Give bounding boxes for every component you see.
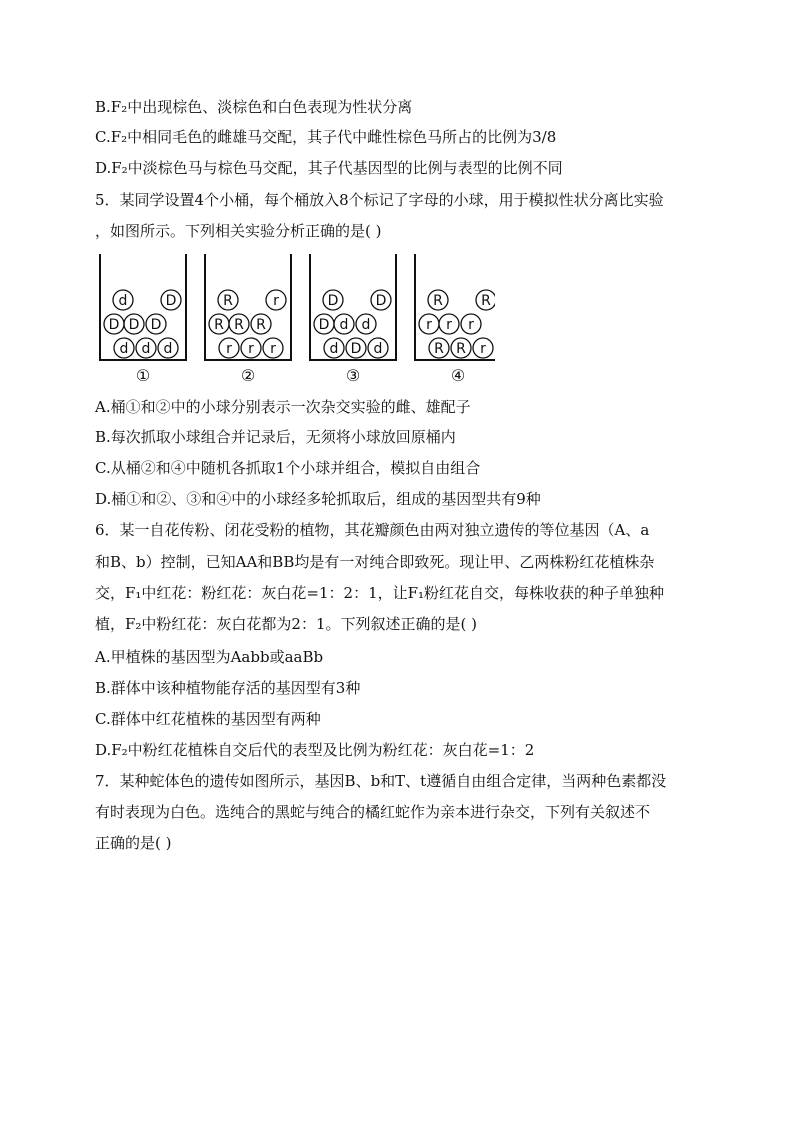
svg-text:r: r: [426, 317, 432, 333]
ball: [429, 338, 449, 358]
ball: [158, 338, 178, 358]
ball: [451, 338, 471, 358]
ball: [419, 314, 439, 334]
svg-text:d: d: [118, 293, 128, 309]
svg-text:d: d: [163, 341, 173, 357]
svg-text:R: R: [234, 317, 244, 333]
question-6-stem-line3: 交，F₁中红花：粉红花：灰白花=1：2：1，让F₁粉红花自交，每株收获的种子单独种: [95, 584, 665, 602]
ball: [368, 338, 388, 358]
question-7-stem-line3: 正确的是( ): [95, 834, 172, 852]
buckets-figure: [95, 252, 495, 387]
svg-text:R: R: [456, 341, 466, 357]
svg-text:D: D: [327, 293, 339, 309]
option-b-q4: B.F₂中出现棕色、淡棕色和白色表现为性状分离: [95, 98, 413, 116]
svg-text:r: r: [480, 341, 486, 357]
option-a-q6: A.甲植株的基因型为Aabb或aaBb: [95, 648, 324, 666]
svg-text:R: R: [256, 317, 266, 333]
ball: [428, 290, 448, 310]
bucket-label: ③: [345, 366, 361, 385]
ball: [356, 314, 376, 334]
question-6-stem-line4: 植，F₂中粉红花：灰白花都为2：1。下列叙述正确的是( ): [95, 615, 477, 633]
ball: [439, 314, 459, 334]
bucket-3: [310, 254, 396, 385]
svg-text:d: d: [329, 341, 339, 357]
svg-text:d: d: [339, 317, 349, 333]
ball: [334, 314, 354, 334]
question-7-stem-line1: 7．某种蛇体色的遗传如图所示，基因B、b和T、t遵循自由组合定律，当两种色素都没: [95, 772, 667, 790]
ball: [266, 290, 286, 310]
option-c-q6: C.群体中红花植株的基因型有两种: [95, 710, 321, 728]
ball: [371, 290, 391, 310]
option-c-q5: C.从桶②和④中随机各抓取1个小球并组合，模拟自由组合: [95, 459, 481, 477]
bucket-1: [100, 254, 186, 385]
option-c-q4: C.F₂中相同毛色的雌雄马交配，其子代中雌性棕色马所占的比例为3/8: [95, 128, 557, 146]
svg-text:R: R: [481, 293, 491, 309]
ball: [263, 338, 283, 358]
bucket-label: ④: [450, 366, 466, 385]
option-b-q6: B.群体中该种植物能存活的基因型有3种: [95, 679, 361, 697]
ball: [146, 314, 166, 334]
ball: [241, 338, 261, 358]
ball: [323, 290, 343, 310]
ball: [124, 314, 144, 334]
svg-text:D: D: [318, 317, 330, 333]
svg-text:r: r: [273, 293, 279, 309]
svg-text:D: D: [150, 317, 162, 333]
ball: [218, 290, 238, 310]
option-d-q6: D.F₂中粉红花植株自交后代的表型及比例为粉红花：灰白花=1：2: [95, 741, 535, 759]
svg-text:d: d: [373, 341, 383, 357]
svg-text:r: r: [446, 317, 452, 333]
bucket-label: ①: [135, 366, 151, 385]
question-6-stem-line1: 6．某一自花传粉、闭花受粉的植物，其花瓣颜色由两对独立遗传的等位基因（A、a: [95, 521, 650, 539]
ball: [229, 314, 249, 334]
svg-text:r: r: [248, 341, 254, 357]
ball: [113, 290, 133, 310]
ball: [473, 338, 493, 358]
svg-text:D: D: [375, 293, 387, 309]
option-d-q5: D.桶①和②、③和④中的小球经多轮抓取后，组成的基因型共有9种: [95, 490, 541, 508]
ball: [104, 314, 124, 334]
svg-text:D: D: [108, 317, 120, 333]
svg-text:D: D: [350, 341, 362, 357]
ball: [251, 314, 271, 334]
svg-text:R: R: [214, 317, 224, 333]
ball: [314, 314, 334, 334]
ball: [161, 290, 181, 310]
ball: [209, 314, 229, 334]
ball: [476, 290, 495, 310]
svg-text:d: d: [141, 341, 151, 357]
option-b-q5: B.每次抓取小球组合并记录后，无须将小球放回原桶内: [95, 428, 456, 446]
ball: [136, 338, 156, 358]
svg-text:d: d: [119, 341, 129, 357]
bucket-label: ②: [240, 366, 256, 385]
question-7-stem-line2: 有时表现为白色。选纯合的黑蛇与纯合的橘红蛇作为亲本进行杂交，下列有关叙述不: [95, 803, 651, 821]
ball: [114, 338, 134, 358]
svg-text:R: R: [223, 293, 233, 309]
svg-text:R: R: [433, 293, 443, 309]
ball: [219, 338, 239, 358]
question-5-stem-line1: 5．某同学设置4个小桶，每个桶放入8个标记了字母的小球，用于模拟性状分离比实验: [95, 191, 664, 209]
svg-text:R: R: [434, 341, 444, 357]
svg-text:D: D: [128, 317, 140, 333]
ball: [461, 314, 481, 334]
svg-text:d: d: [361, 317, 371, 333]
svg-text:D: D: [165, 293, 177, 309]
ball: [324, 338, 344, 358]
svg-text:r: r: [226, 341, 232, 357]
svg-text:r: r: [270, 341, 276, 357]
ball: [346, 338, 366, 358]
question-5-stem-line2: ，如图所示。下列相关实验分析正确的是( ): [95, 222, 382, 240]
option-d-q4: D.F₂中淡棕色马与棕色马交配，其子代基因型的比例与表型的比例不同: [95, 159, 563, 177]
question-6-stem-line2: 和B、b）控制，已知AA和BB均是有一对纯合即致死。现让甲、乙两株粉红花植株杂: [95, 553, 655, 571]
option-a-q5: A.桶①和②中的小球分别表示一次杂交实验的雌、雄配子: [95, 398, 471, 416]
bucket-4: [415, 254, 495, 385]
svg-text:r: r: [468, 317, 474, 333]
bucket-2: [205, 254, 291, 385]
